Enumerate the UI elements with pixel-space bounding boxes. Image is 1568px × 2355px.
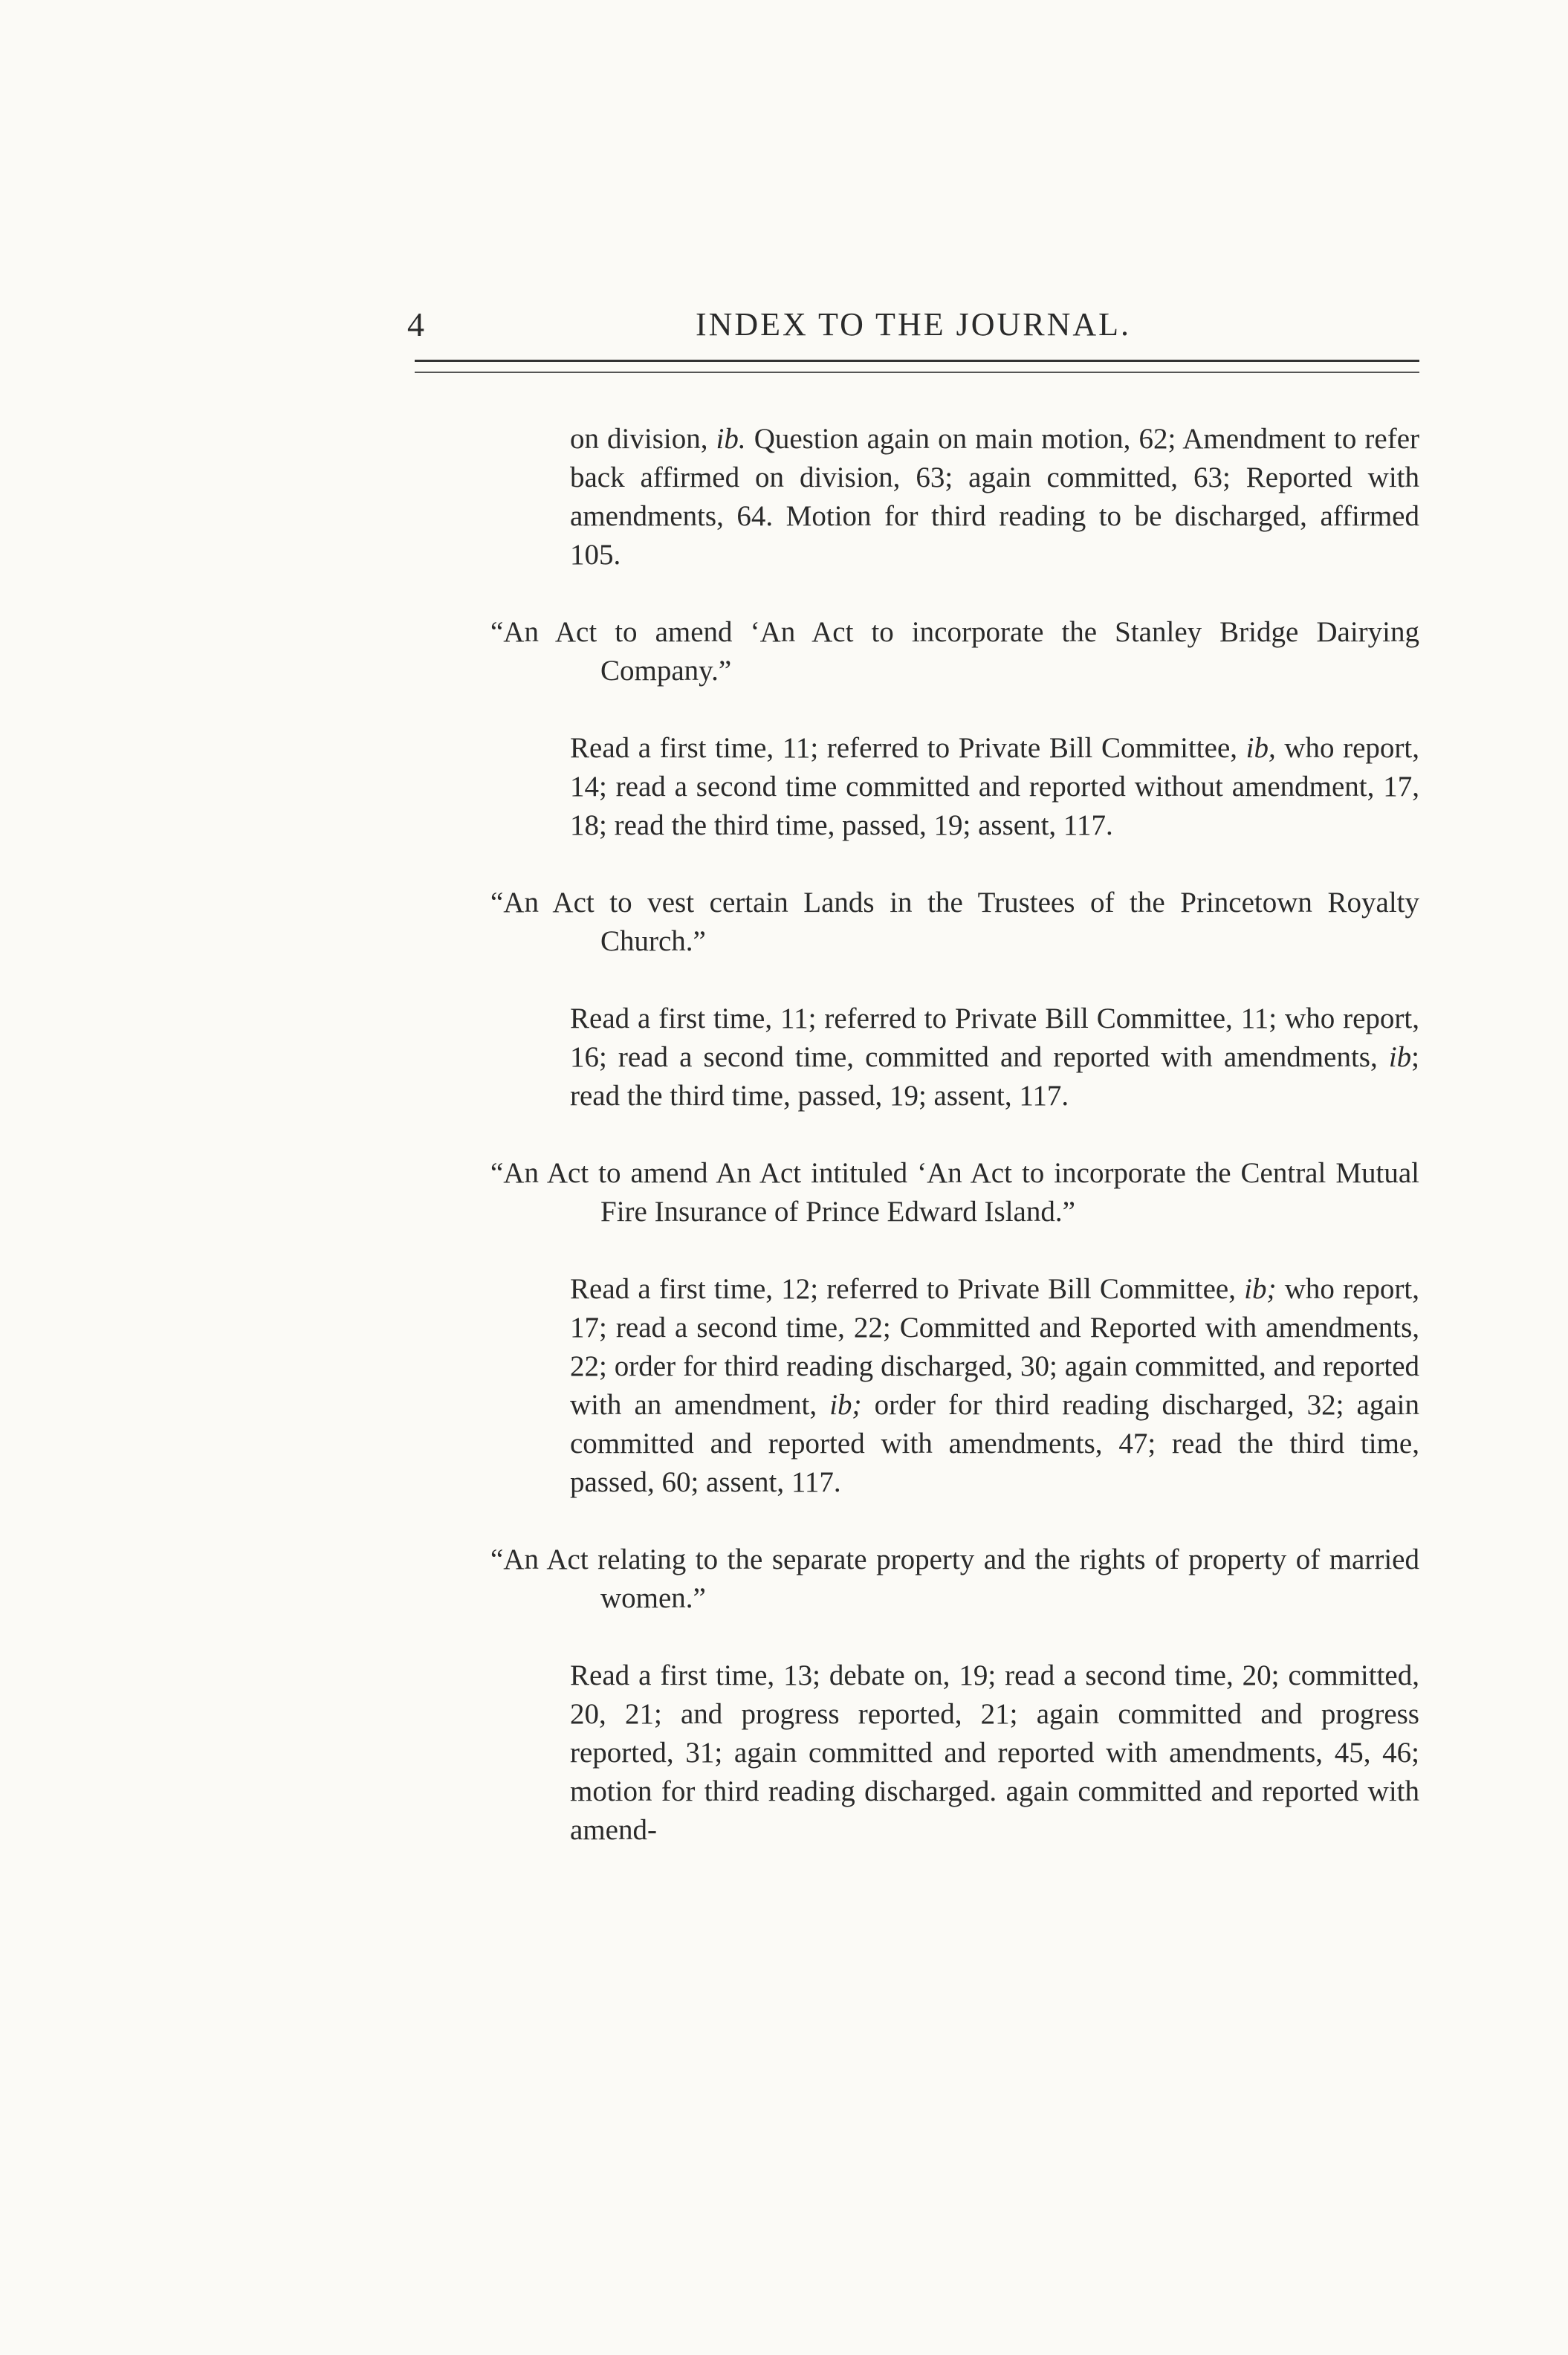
entry-title: “An Act to amend An Act intituled ‘An Act to incorporate the Central Mutual Fire Insurance of Prince Edward Island.”: [490, 1157, 1419, 1228]
index-entry-central-mutual-fire: [490, 1154, 1419, 1502]
header-rule-top: [415, 360, 1419, 362]
index-entry-stanley-bridge: [490, 613, 1419, 845]
continuation-paragraph: on division, ib. Question again on main motion, 62; Amendment to refer back affirmed on division, 63; again committed, 63; Reported with amendments, 64. Motion for third reading to be discharged, affirmed 105.: [570, 423, 1419, 571]
entry-body: Read a first time, 11; referred to Private Bill Committee, ib, who report, 14; read a second time committed and reported without amendment, 17, 18; read the third time, passed, 19; assent, 117.: [570, 732, 1419, 841]
page-header: [407, 299, 1419, 351]
index-entry-married-women-property: [490, 1541, 1419, 1850]
entry-body: Read a first time, 12; referred to Private Bill Committee, ib; who report, 17; read a second time, 22; Committed and Reported with amendments, 22; order for third reading discharged, 30; again committed, and reported with an amendment, ib; order for third reading discharged, 32; again committed and reported with amendments, 47; read the third time, passed, 60; assent, 117.: [570, 1273, 1419, 1498]
index-content: [490, 420, 1419, 1850]
entry-title: “An Act relating to the separate property and the rights of property of married women.”: [490, 1543, 1419, 1614]
entry-body: Read a first time, 13; debate on, 19; read a second time, 20; committed, 20, 21; and progress reported, 21; again committed and progress reported, 31; again committed and reported with amendments, 45, 46; motion for third reading discharged. again committed and reported with amend-: [570, 1659, 1419, 1846]
entry-title: “An Act to vest certain Lands in the Trustees of the Princetown Royalty Church.”: [490, 887, 1419, 957]
header-rule-bottom: [415, 372, 1419, 373]
entry-title: “An Act to amend ‘An Act to incorporate the Stanley Bridge Dairying Company.”: [490, 616, 1419, 687]
page-number: 4: [407, 305, 424, 343]
entry-body: Read a first time, 11; referred to Private Bill Committee, 11; who report, 16; read a second time, committed and reported with amendments, ib; read the third time, passed, 19; assent, 117.: [570, 1002, 1419, 1112]
index-entry-princetown-royalty: [490, 884, 1419, 1115]
running-head: INDEX TO THE JOURNAL.: [695, 306, 1132, 343]
